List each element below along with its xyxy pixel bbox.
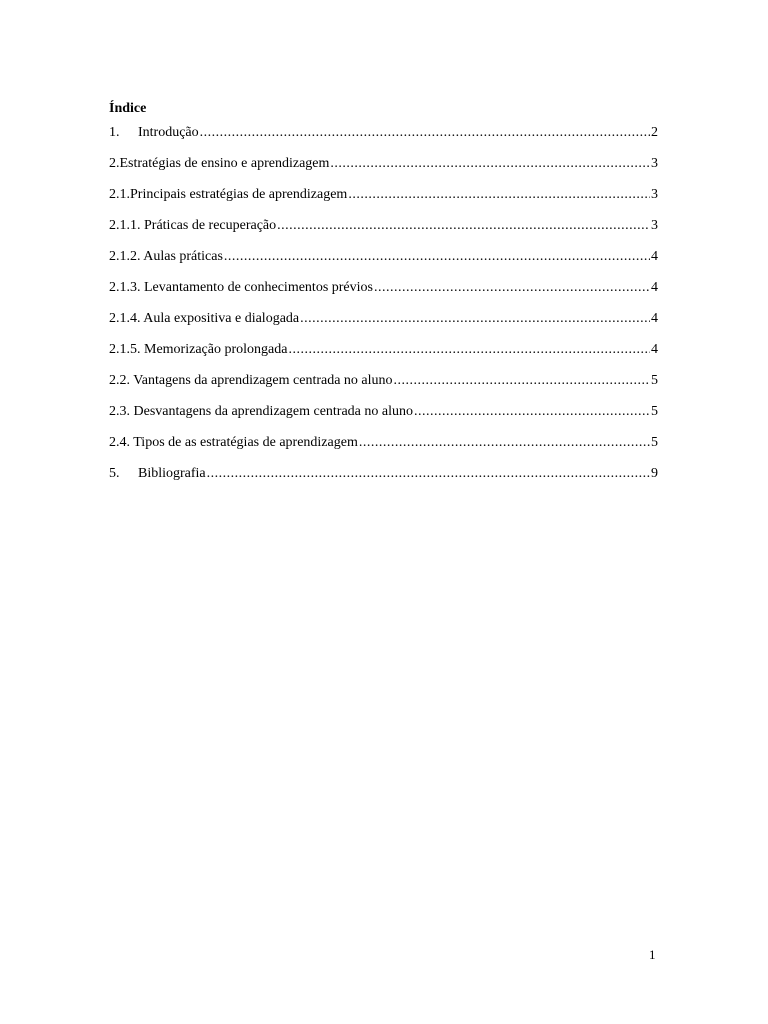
toc-entry-label: 2.1.4. Aula expositiva e dialogada: [109, 311, 300, 326]
toc-dot-leader: [394, 372, 650, 390]
toc-entry-page: 4: [651, 280, 658, 295]
toc-entry-label: 2.1.Principais estratégias de aprendizagem: [109, 187, 348, 202]
toc-entry-levantamento[interactable]: [109, 279, 658, 310]
toc-dot-leader: [277, 217, 650, 235]
toc-entry-page: 3: [651, 156, 658, 171]
toc-entry-label: 2.4. Tipos de as estratégias de aprendizagem: [109, 435, 358, 450]
toc-dot-leader: [207, 465, 650, 483]
toc-dot-leader: [200, 124, 650, 142]
toc-entry-bibliografia[interactable]: [109, 465, 658, 496]
toc-entry-page: 9: [651, 466, 658, 481]
toc-dot-leader: [414, 403, 650, 421]
toc-dot-leader: [224, 248, 650, 266]
toc-entry-number: 5.: [109, 466, 120, 481]
toc-entry-label: 2.3. Desvantagens da aprendizagem centrada no aluno: [109, 404, 413, 419]
toc-entry-aula-expositiva[interactable]: [109, 310, 658, 341]
toc-entry-label: 2.1.2. Aulas práticas: [109, 249, 223, 264]
toc-entry-label: Introdução: [138, 125, 199, 140]
toc-dot-leader: [288, 341, 650, 359]
toc-entry-principais-estrategias[interactable]: [109, 186, 658, 217]
toc-entry-page: 5: [651, 373, 658, 388]
toc-entry-introducao[interactable]: [109, 124, 658, 155]
toc-entry-vantagens[interactable]: [109, 372, 658, 403]
toc-entry-label: 2.1.3. Levantamento de conhecimentos prévios: [109, 280, 373, 295]
toc-entry-estrategias[interactable]: [109, 155, 658, 186]
toc-entry-number: 1.: [109, 125, 120, 140]
toc-entry-page: 4: [651, 342, 658, 357]
toc-entry-page: 4: [651, 311, 658, 326]
toc-entry-page: 5: [651, 435, 658, 450]
toc-entry-label: Bibliografia: [138, 466, 206, 481]
toc-entry-page: 2: [651, 125, 658, 140]
toc-heading: Índice: [109, 101, 147, 116]
toc-entry-tipos[interactable]: [109, 434, 658, 465]
toc-dot-leader: [359, 434, 650, 452]
toc-entry-page: 5: [651, 404, 658, 419]
toc-dot-leader: [300, 310, 650, 328]
footer-page-number: 1: [649, 947, 656, 962]
toc-dot-leader: [330, 155, 650, 173]
toc-entry-page: 3: [651, 218, 658, 233]
toc-entry-label: 2.1.5. Memorização prolongada: [109, 342, 288, 357]
toc-dot-leader: [374, 279, 650, 297]
toc-entry-praticas-recuperacao[interactable]: [109, 217, 658, 248]
toc-dot-leader: [348, 186, 650, 204]
toc-entry-label: 2.1.1. Práticas de recuperação: [109, 218, 277, 233]
toc-entry-aulas-praticas[interactable]: [109, 248, 658, 279]
toc-entry-label: 2.2. Vantagens da aprendizagem centrada no aluno: [109, 373, 393, 388]
toc-entry-page: 4: [651, 249, 658, 264]
toc-entry-memorizacao[interactable]: [109, 341, 658, 372]
table-of-contents: [109, 124, 658, 496]
toc-entry-desvantagens[interactable]: [109, 403, 658, 434]
toc-entry-page: 3: [651, 187, 658, 202]
toc-entry-label: 2.Estratégias de ensino e aprendizagem: [109, 156, 330, 171]
